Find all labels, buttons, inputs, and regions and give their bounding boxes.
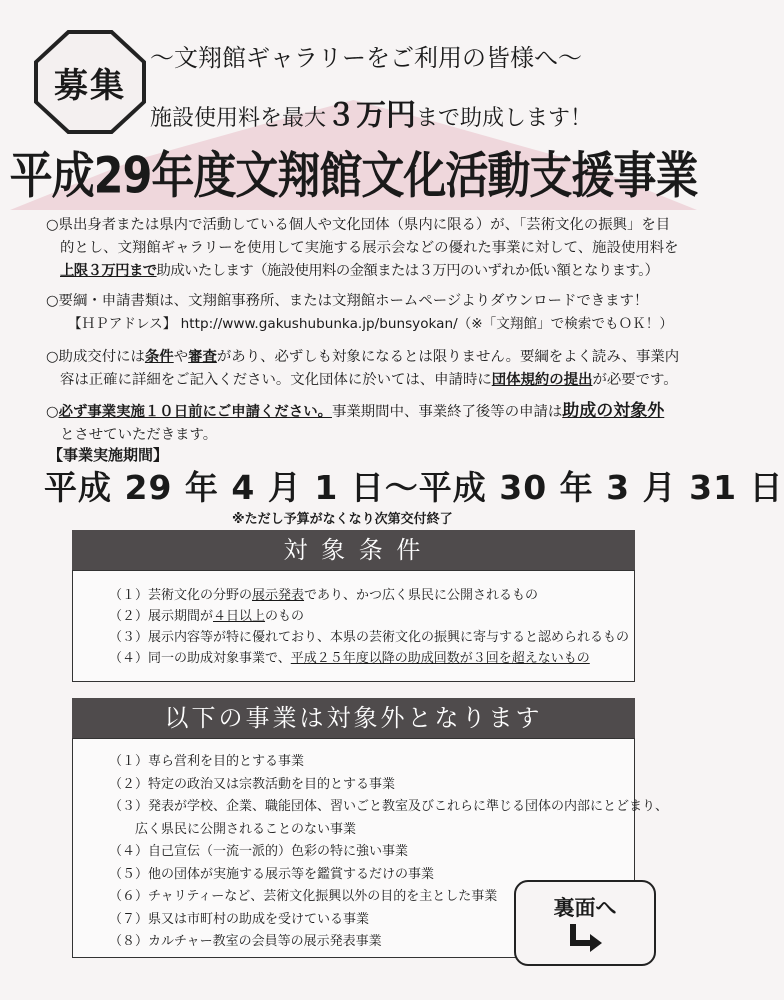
exclusions-header: 以下の事業は対象外となります [72, 698, 635, 738]
paragraph-line: とさせていただきます。 [60, 427, 218, 443]
paragraph-line [46, 346, 686, 369]
exclusion-item: （６）チャリティーなど、芸術文化振興以外の目的を主とした事業 [109, 889, 498, 904]
condition-text: のもの [265, 609, 305, 624]
underlined-text: 必ず事業実施１０日前にご申請ください。 [58, 404, 332, 420]
exclusion-item: （３）発表が学校、企業、職能団体、習いごと教室及びこれらに準じる団体の内部にとどまり、 [109, 799, 669, 814]
paragraph-eligibility [46, 214, 686, 283]
condition-text: （２）展示期間が [109, 609, 214, 624]
paragraph-text: ○助成交付には [46, 349, 145, 365]
support-suffix: まで助成します！ [416, 106, 593, 131]
support-prefix: 施設使用料を最大 [150, 106, 327, 131]
support-line [150, 90, 592, 134]
paragraph-download [46, 290, 686, 336]
condition-item [109, 648, 634, 669]
period-label: 【事業実施期間】 [48, 446, 169, 464]
exclusion-item: （１）専ら営利を目的とする事業 [109, 754, 305, 769]
underlined-text: 助成の対象外 [562, 401, 665, 421]
exclusion-item: 広く県民に公開されることのない事業 [109, 821, 357, 837]
paragraph-line [46, 400, 686, 424]
condition-item [109, 627, 634, 648]
header-subtitle: ～文翔館ギャラリーをご利用の皆様へ～ [150, 44, 582, 72]
underlined-text: 団体規約の提出 [491, 372, 593, 388]
condition-text: であり、かつ広く県民に公開されるもの [304, 588, 539, 603]
paragraph-text: が必要です。 [592, 372, 678, 388]
condition-text: （４）同一の助成対象事業で、 [109, 651, 291, 666]
paragraph-text: があり、必ずしも対象になるとは限りません。要綱をよく読み、事業内 [216, 349, 680, 365]
paragraph-text: 事業期間中、事業終了後等の申請は [332, 404, 563, 420]
paragraph-line [46, 369, 686, 392]
condition-text: （３）展示内容等が特に優れており、本県の芸術文化の振興に寄与すると認められるもの [109, 630, 630, 645]
paragraph-line: 的とし、文翔館ギャラリーを使用して実施する展示会などの優れた事業に対して、施設使用料を [60, 240, 679, 256]
underlined-text: 審査 [188, 349, 217, 365]
paragraph-text: 助成いたします（施設使用料の金額または３万円のいずれか低い額となります。） [156, 263, 659, 279]
condition-item [109, 606, 634, 627]
paragraph-deadline [46, 400, 686, 447]
homepage-address: 【ＨＰアドレス】 http://www.gakushubunka.jp/bunsyokan/（※「文翔館」で検索でもＯＫ！） [68, 316, 673, 332]
paragraph-line [46, 260, 686, 283]
condition-text: （１）芸術文化の分野の [109, 588, 253, 603]
exclusion-item: （５）他の団体が実施する展示等を鑑賞するだけの事業 [109, 866, 435, 882]
paragraph-line: ○県出身者または県内で活動している個人や文化団体（県内に限る）が、「芸術文化の振興」を目 [46, 217, 671, 233]
conditions-box [72, 570, 635, 682]
paragraph-text: や [173, 349, 189, 365]
budget-note: ※ただし予算がなくなり次第交付終了 [232, 512, 453, 527]
condition-underlined-text: ４日以上 [213, 609, 266, 624]
condition-underlined-text: 展示発表 [252, 588, 305, 603]
conditions-list [73, 571, 634, 669]
recruitment-badge: 募集 [54, 66, 126, 106]
underlined-text: 上限３万円まで [60, 263, 157, 279]
condition-underlined-text: 平成２５年度以降の助成回数が３回を超えないもの [290, 651, 590, 666]
underlined-text: 条件 [144, 349, 174, 365]
page-title: 平成29年度文翔館文化活動支援事業 [9, 147, 698, 206]
turn-right-arrow-icon [566, 922, 606, 952]
condition-item [109, 585, 634, 606]
paragraph-text: ○ [46, 404, 59, 420]
back-page-label: 裏面へ [553, 896, 617, 920]
conditions-header: 対 象 条 件 [72, 530, 635, 570]
paragraph-line: ○要綱・申請書類は、文翔館事務所、または文翔館ホームページよりダウンロードできます！ [46, 293, 649, 309]
exclusion-item: （８）カルチャー教室の会員等の展示発表事業 [109, 934, 382, 949]
support-amount: ３万円 [326, 98, 417, 133]
exclusion-item: （４）自己宣伝（一流一派的）色彩の特に強い事業 [109, 844, 409, 859]
implementation-period: 平成 29 年 4 月 1 日～平成 30 年 3 月 31 日 [44, 468, 784, 507]
paragraph-conditions-note [46, 346, 686, 392]
exclusion-item: （７）県又は市町村の助成を受けている事業 [109, 911, 370, 927]
exclusion-item: （２）特定の政治又は宗教活動を目的とする事業 [109, 776, 396, 792]
paragraph-text: 容は正確に詳細をご記入ください。文化団体に於いては、申請時に [60, 372, 492, 388]
